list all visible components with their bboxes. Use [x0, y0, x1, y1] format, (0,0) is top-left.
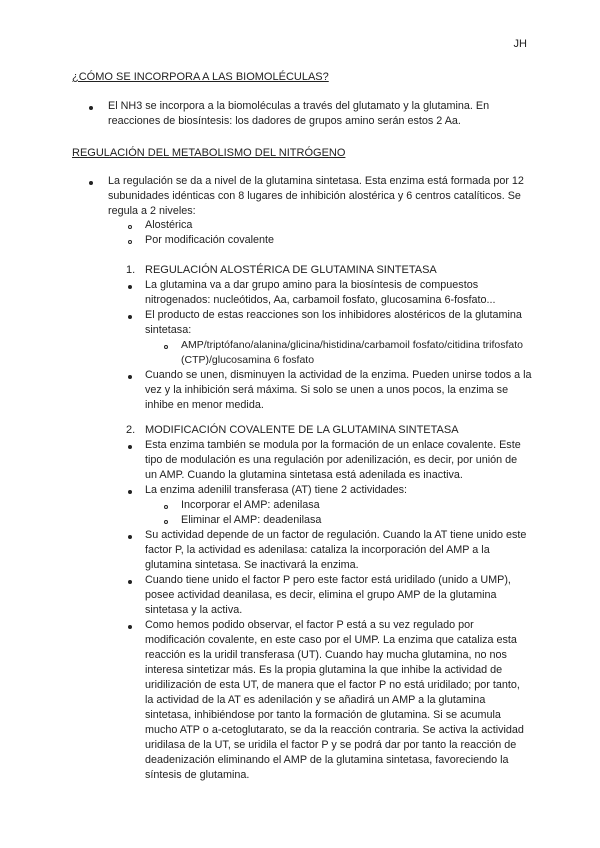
bullet-text: La glutamina va a dar grupo amino para la biosíntesis de compuestos nitrogenados: nucleótidos, Aa, carbamoil fosfato, glucosamina 6-fosfato... — [145, 279, 496, 306]
bullet-icon — [89, 181, 93, 185]
subsection-title-allosteric: REGULACIÓN ALOSTÉRICA DE GLUTAMINA SINTETASA — [145, 264, 437, 276]
bullet-icon — [128, 285, 132, 289]
subsection-number: 2. — [126, 424, 136, 436]
activity-item: Eliminar el AMP: deadenilasa — [181, 514, 322, 526]
inhibitor-list: AMP/triptófano/alanina/glicina/histidina/carbamoil fosfato/citidina trifosfato (CTP)/glucosamina 6 fosfato — [181, 339, 524, 366]
bullet-text: Cuando tiene unido el factor P pero este factor está uridilado (unido a UMP), posee actividad deanilasa, es decir, elimina el grupo AMP de la glutamina sintetasa y la activa. — [145, 574, 511, 616]
subsection-title-covalent: MODIFICACIÓN COVALENTE DE LA GLUTAMINA SINTETASA — [145, 424, 459, 436]
circle-bullet-icon — [164, 505, 168, 509]
bullet-icon — [128, 490, 132, 494]
bullet-icon — [128, 580, 132, 584]
bullet-icon — [128, 445, 132, 449]
circle-bullet-icon — [128, 240, 132, 244]
bullet-text: Cuando se unen, disminuyen la actividad de la enzima. Pueden unirse todos a la vez y la inhibición será máxima. Si solo se unen a unos pocos, la enzima se inhibe en menor medida. — [145, 369, 532, 411]
bullet-text: Su actividad depende de un factor de regulación. Cuando la AT tiene unido este factor P, la actividad es adenilasa: cataliza la incorporación del AMP a la glutamina sintetasa. Se inactivará la enzima. — [145, 529, 527, 571]
bullet-text: Como hemos podido observar, el factor P está a su vez regulado por modificación covalente, en este caso por el UMP. La enzima que cataliza esta reacción es la uridil transferasa (UT). Cuando hay mucha glutamina, no nos interesa sintetizar más. Es la propia glutamina la que inhibe la actividad de uridilización de esta UT, de manera que el factor P no está uridilado; por tanto, la actividad de la AT es adenilación y se añadirá un AMP a la glutamina sintetasa, inhibiéndose por tanto la formación de glutamina. Si se acumula mucho ATP o a-cetoglutarato, se da la reacción contraria. Se activa la actividad uridilasa de la UT, se uridila el factor P y se podrá dar por tanto la reacción de deadenización eliminando el AMP de la glutamina sintetasa, favoreciendo la síntesis de glutamina. — [145, 619, 524, 781]
bullet-icon — [128, 315, 132, 319]
section-title-incorporation: ¿CÓMO SE INCORPORA A LAS BIOMOLÉCULAS? — [72, 71, 329, 83]
level-item: Por modificación covalente — [145, 234, 275, 246]
bullet-icon — [128, 535, 132, 539]
bullet-icon — [128, 625, 132, 629]
author-initials: JH — [513, 38, 527, 50]
bullet-text: El producto de estas reacciones son los inhibidores alostéricos de la glutamina sintetasa: — [145, 309, 522, 336]
bullet-text: La enzima adenilil transferasa (AT) tiene 2 actividades: — [145, 484, 408, 496]
circle-bullet-icon — [128, 225, 132, 229]
subsection-number: 1. — [126, 264, 136, 276]
activity-item: Incorporar el AMP: adenilasa — [181, 499, 320, 511]
bullet-text: El NH3 se incorpora a la biomoléculas a través del glutamato y la glutamina. En reacciones de biosíntesis: los dadores de grupos amino serán estos 2 Aa. — [108, 100, 490, 127]
bullet-icon — [89, 106, 93, 110]
bullet-text: Esta enzima también se modula por la formación de un enlace covalente. Este tipo de modulación es una regulación por adenilización, es decir, por unión de un AMP. Cuando la glutamina sintetasa está adenilada es inactiva. — [145, 439, 521, 481]
section-title-regulation: REGULACIÓN DEL METABOLISMO DEL NITRÓGENO — [72, 147, 346, 159]
circle-bullet-icon — [164, 520, 168, 524]
bullet-icon — [128, 375, 132, 379]
regulation-intro: La regulación se da a nivel de la glutamina sintetasa. Esta enzima está formada por 12 subunidades idénticas con 8 lugares de inhibición alostérica y 6 centros catalíticos. Se regula a 2 niveles: — [108, 175, 524, 217]
circle-bullet-icon — [164, 345, 168, 349]
level-item: Alostérica — [145, 219, 193, 231]
